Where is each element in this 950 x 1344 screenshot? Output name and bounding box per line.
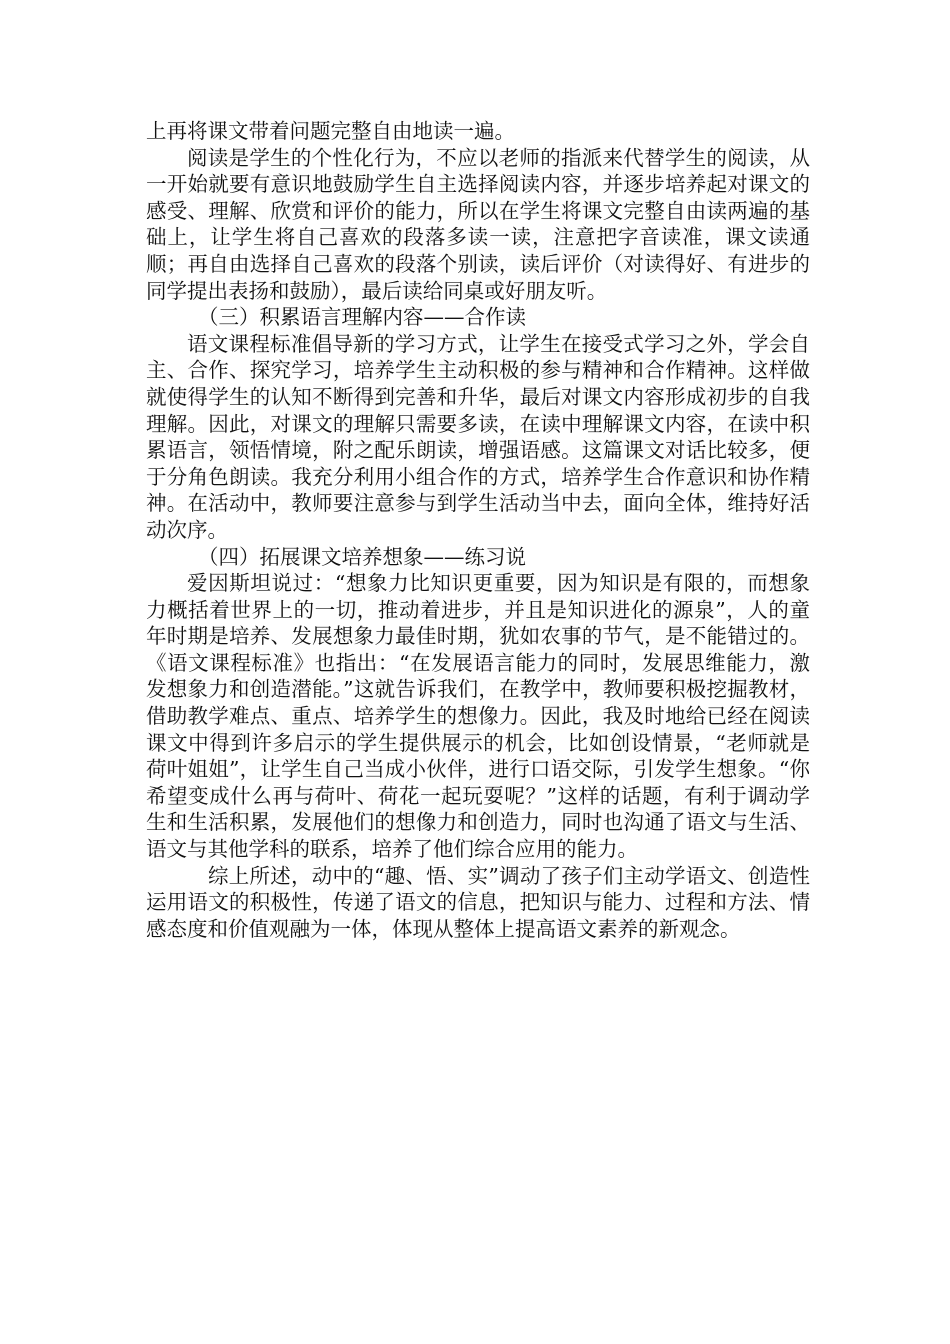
paragraph-reading-personalization: 阅读是学生的个性化行为，不应以老师的指派来代替学生的阅读，从一开始就要有意识地鼓励学生自主选择阅读内容，并逐步培养起对课文的感受、理解、欣赏和评价的能力，所以在学生将课文完整自由读两遍的基础上，让学生将自己喜欢的段落多读一读，注意把字音读准，课文读通顺；再自由选择自己喜欢的段落个别读，读后评价（对读得好、有进步的同学提出表扬和鼓励），最后读给同桌或好朋友听。 xyxy=(146,145,810,303)
paragraph-conclusion: 综上所述，动中的“趣、悟、实”调动了孩子们主动学语文、创造性运用语文的积极性，传递了语文的信息，把知识与能力、过程和方法、情感态度和价值观融为一体，体现从整体上提高语文素养的新观念。 xyxy=(146,863,810,941)
section-heading-three: （三）积累语言理解内容——合作读 xyxy=(198,305,526,330)
paragraph-continuation: 上再将课文带着问题完整自由地读一遍。 xyxy=(146,119,515,143)
paragraph-cooperative-reading: 语文课程标准倡导新的学习方式，让学生在接受式学习之外，学会自主、合作、探究学习，培养学生主动积极的参与精神和合作精神。这样做就使得学生的认知不断得到完善和升华，最后对课文内容形成初步的自我理解。因此，对课文的理解只需要多读，在读中理解课文内容，在读中积累语言，领悟情境，附之配乐朗读，增强语感。这篇课文对话比较多，便于分角色朗读。我充分利用小组合作的方式，培养学生合作意识和协作精神。在活动中，教师要注意参与到学生活动当中去，面向全体，维持好活动次序。 xyxy=(146,331,810,542)
section-heading-four: （四）拓展课文培养想象——练习说 xyxy=(198,544,526,569)
document-body xyxy=(146,118,810,942)
paragraph-imagination: 爱因斯坦说过：“想象力比知识更重要，因为知识是有限的，而想象力概括着世界上的一切，推动着进步，并且是知识进化的源泉”，人的童年时期是培养、发展想象力最佳时期，犹如农事的节气，是不能错过的。《语文课程标准》也指出：“在发展语言能力的同时，发展思维能力，激发想象力和创造潜能。”这就告诉我们，在教学中，教师要积极挖掘教材，借助教学难点、重点、培养学生的想像力。因此，我及时地给已经在阅读课文中得到许多启示的学生提供展示的机会，比如创设情景，“老师就是荷叶姐姐”，让学生自己当成小伙伴，进行口语交际，引发学生想象。“你希望变成什么再与荷叶、荷花一起玩耍呢？”这样的话题，有利于调动学生和生活积累，发展他们的想像力和创造力，同时也沟通了语文与生活、语文与其他学科的联系，培养了他们综合应用的能力。 xyxy=(146,571,810,862)
